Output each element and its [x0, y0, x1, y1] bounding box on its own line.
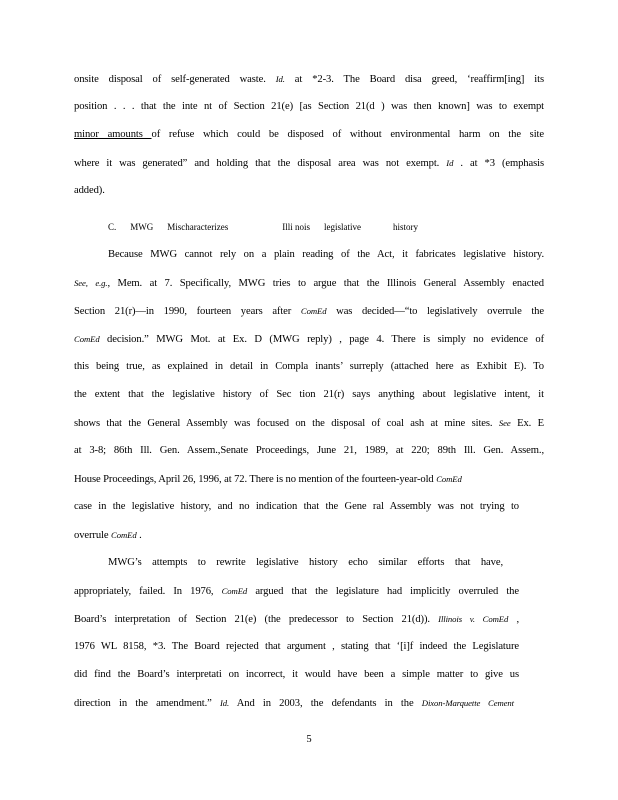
text-line: MWG’s attempts to rewrite legislative history echo similar efforts that have,: [108, 557, 503, 568]
text-line: direction in the amendment.” Id. And in 2003, the defendants in the Dixon-Marquette Cement: [74, 698, 514, 709]
text-line: onsite disposal of self-generated waste. Id. at *2-3. The Board disa greed, ‘reaffirm[ing] its: [74, 74, 544, 85]
text-line: shows that the General Assembly was focused on the disposal of coal ash at mine sites. See Ex. E: [74, 418, 544, 429]
text-line: added).: [74, 185, 105, 196]
text-line: did find the Board’s interpretati on incorrect, it would have been a simple matter to give us: [74, 669, 519, 680]
text-line: 1976 WL 8158, *3. The Board rejected that argument , stating that ‘[i]f indeed the Legislature: [74, 641, 519, 652]
text-line: this being true, as explained in detail in Compla inants’ surreply (attached here as Exhibit E). To: [74, 361, 544, 372]
text-line: where it was generated” and holding that the disposal area was not exempt. Id . at *3 (emphasis: [74, 158, 544, 169]
text-line: case in the legislative history, and no indication that the Gene ral Assembly was not trying to: [74, 501, 519, 512]
text-line: overrule ComEd .: [74, 530, 142, 541]
text-line: the extent that the legislative history of Sec tion 21(r) says anything about legislative intent, it: [74, 389, 544, 400]
page-number: 5: [306, 734, 312, 745]
text-line: Board’s interpretation of Section 21(e) (the predecessor to Section 21(d)). Illinois v. ComEd ,: [74, 614, 519, 625]
text-line: at 3-8; 86th Ill. Gen. Assem.,Senate Proceedings, June 21, 1989, at 220; 89th Ill. Gen. Assem.,: [74, 445, 544, 456]
text-line: Section 21(r)—in 1990, fourteen years after ComEd was decided—“to legislatively overrule the: [74, 306, 544, 317]
text-line: minor amounts of refuse which could be disposed of without environmental harm on the site: [74, 129, 544, 140]
text-line: Because MWG cannot rely on a plain reading of the Act, it fabricates legislative history.: [108, 249, 544, 260]
text-line: appropriately, failed. In 1976, ComEd argued that the legislature had implicitly overruled the: [74, 586, 519, 597]
text-line: position . . . that the inte nt of Section 21(e) [as Section 21(d ) was then known] was to exempt: [74, 101, 544, 112]
section-heading: C. MWG Mischaracterizes Illi nois legislative history: [108, 222, 419, 232]
text-line: See, e.g., Mem. at 7. Specifically, MWG tries to argue that the Illinois General Assembly enacted: [74, 278, 544, 289]
text-line: ComEd decision.” MWG Mot. at Ex. D (MWG reply) , page 4. There is simply no evidence of: [74, 334, 544, 345]
text-line: House Proceedings, April 26, 1996, at 72. There is no mention of the fourteen-year-old ComEd: [74, 474, 462, 485]
